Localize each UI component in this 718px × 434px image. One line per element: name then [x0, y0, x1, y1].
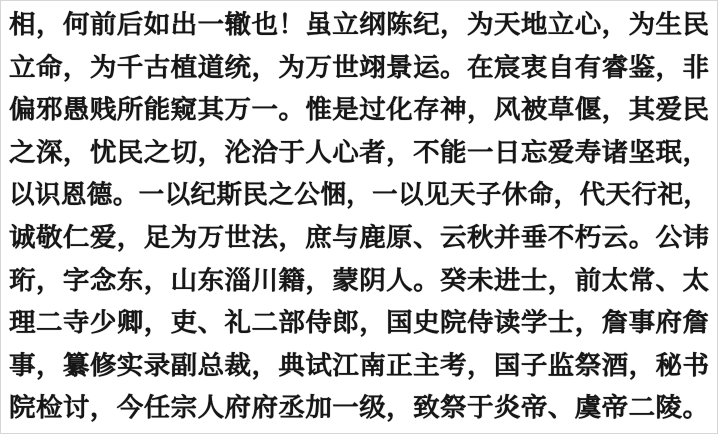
text-line: 事，纂修实录副总裁，典试江南正主考，国子监祭酒，秘书	[9, 350, 710, 381]
text-line: 立命，为千古植道统，为万世翊景运。在宸衷自有睿鉴，非	[9, 52, 710, 83]
text-line: 诚敬仁爱，足为万世法，庶与鹿原、云秋并垂不朽云。公讳	[9, 222, 710, 253]
document-text-block	[9, 4, 709, 430]
text-line: 相，何前后如出一辙也！虽立纲陈纪，为天地立心，为生民	[9, 10, 710, 40]
text-line: 院检讨，今任宗人府府丞加一级，致祭于炎帝、虞帝二陵。	[9, 393, 710, 424]
text-line: 之深，忧民之切，沦洽于人心者，不能一日忘爱寿诸坚珉，	[9, 137, 710, 168]
text-line: 偏邪愚贱所能窥其万一。惟是过化存神，风被草偃，其爱民	[9, 95, 710, 126]
text-line: 理二寺少卿，吏、礼二部侍郎，国史院侍读学士，詹事府詹	[9, 308, 710, 339]
text-line: 珩，字念东，山东淄川籍，蒙阴人。癸未进士，前太常、太	[9, 265, 710, 296]
text-line: 以识恩德。一以纪斯民之公悃，一以见天子休命，代天行祀，	[9, 180, 710, 211]
